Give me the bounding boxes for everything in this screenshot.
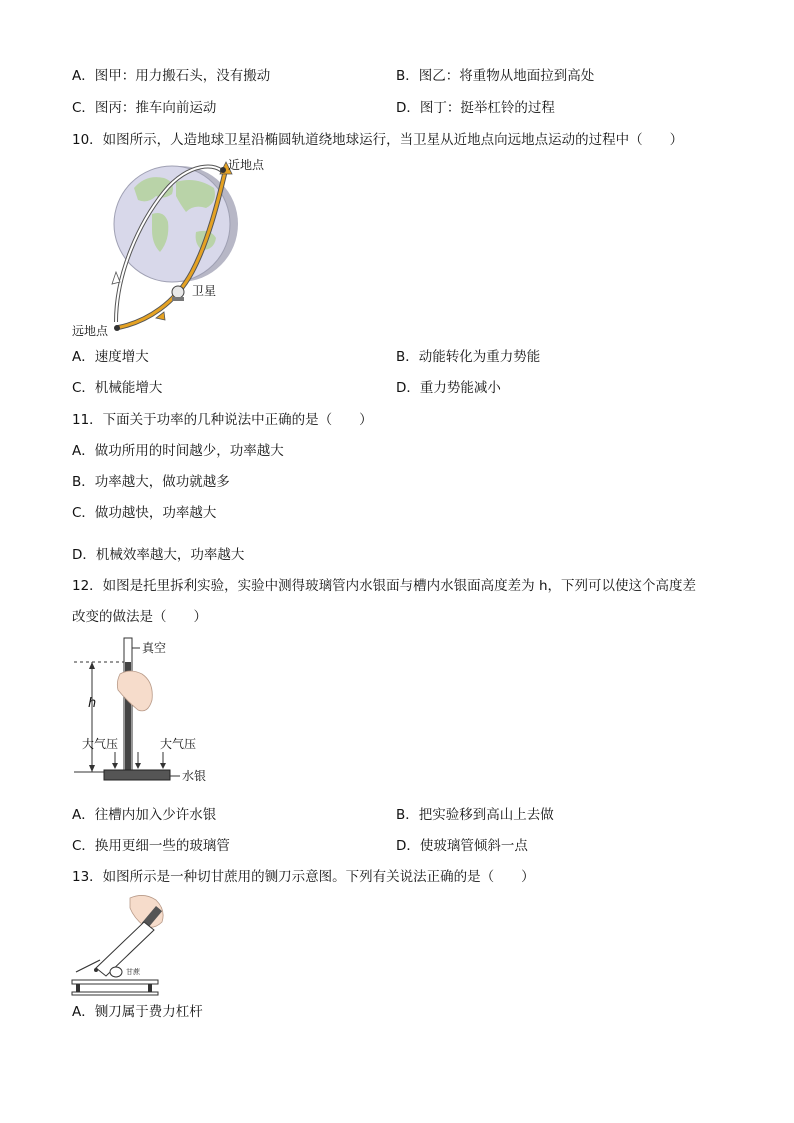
q10-stem: 10．如图所示，人造地球卫星沿椭圆轨道绕地球运行，当卫星从近地点向远地点运动的过程中（ ） — [72, 132, 684, 148]
atm-right-arrowhead — [160, 763, 166, 769]
vacuum-label: 真空 — [142, 641, 167, 655]
atm-left-label: 大气压 — [82, 737, 119, 751]
satellite-icon — [172, 286, 184, 301]
apogee-label: 远地点 — [72, 324, 109, 338]
hand-icon — [117, 671, 152, 711]
h-arrow-bottom — [89, 765, 95, 772]
q10-option-d: D．重力势能减小 — [396, 380, 501, 396]
atm-mid-arrowhead — [135, 763, 141, 769]
q13-stem: 13．如图所示是一种切甘蔗用的铡刀示意图。下列有关说法正确的是（ ） — [72, 869, 535, 885]
q10-option-c: C．机械能增大 — [72, 380, 163, 396]
q12-option-b: B．把实验移到高山上去做 — [396, 807, 554, 823]
atm-right-label: 大气压 — [160, 737, 197, 751]
q10-option-a: A．速度增大 — [72, 349, 149, 365]
base-bottom — [72, 992, 158, 995]
q11-stem: 11．下面关于功率的几种说法中正确的是（ ） — [72, 412, 373, 428]
q13-option-a: A．铡刀属于费力杠杆 — [72, 1004, 203, 1020]
q11-option-d: D．机械效率越大，功率越大 — [72, 547, 245, 563]
q10-option-b: B．动能转化为重力势能 — [396, 349, 541, 365]
q12-option-d: D．使玻璃管倾斜一点 — [396, 838, 528, 854]
orbit-back-arrow — [112, 272, 120, 284]
q12-option-a: A．往槽内加入少许水银 — [72, 807, 217, 823]
q9-option-a: A．图甲：用力搬石头，没有搬动 — [72, 68, 271, 84]
sugarcane-icon — [110, 967, 122, 977]
mercury-trough — [104, 770, 170, 780]
q9-option-d: D．图丁：挺举杠铃的过程 — [396, 100, 555, 116]
base-leg-right — [148, 984, 152, 992]
atm-left-arrowhead — [112, 763, 118, 769]
q12-stem-line1: 12．如图是托里拆利实验，实验中测得玻璃管内水银面与槽内水银面高度差为 h，下列可以使这个高度差 — [72, 578, 697, 594]
satellite-orbit-figure — [68, 152, 278, 342]
perigee-point — [220, 167, 226, 173]
knife-blade — [96, 922, 154, 976]
q9-option-b: B．图乙：将重物从地面拉到高处 — [396, 68, 595, 84]
h-arrow-top — [89, 662, 95, 669]
base-leg-left — [76, 984, 80, 992]
guillotine-knife-figure — [70, 892, 180, 998]
sugarcane-label: 甘蔗 — [126, 968, 140, 976]
satellite-label: 卫星 — [192, 284, 217, 298]
q9-option-c: C．图丙：推车向前运动 — [72, 100, 217, 116]
apogee-point — [114, 325, 120, 331]
h-label: h — [88, 696, 97, 711]
q12-stem-line2: 改变的做法是（ ） — [72, 609, 207, 625]
q11-option-c: C．做功越快，功率越大 — [72, 505, 217, 521]
q11-option-a: A．做功所用的时间越少，功率越大 — [72, 443, 284, 459]
q11-option-b: B．功率越大，做功就越多 — [72, 474, 230, 490]
torricelli-figure — [68, 634, 248, 782]
q12-option-c: C．换用更细一些的玻璃管 — [72, 838, 230, 854]
base-plate — [72, 980, 158, 984]
pivot-point — [94, 968, 98, 972]
mercury-label: 水银 — [182, 769, 207, 782]
perigee-label: 近地点 — [228, 158, 265, 172]
